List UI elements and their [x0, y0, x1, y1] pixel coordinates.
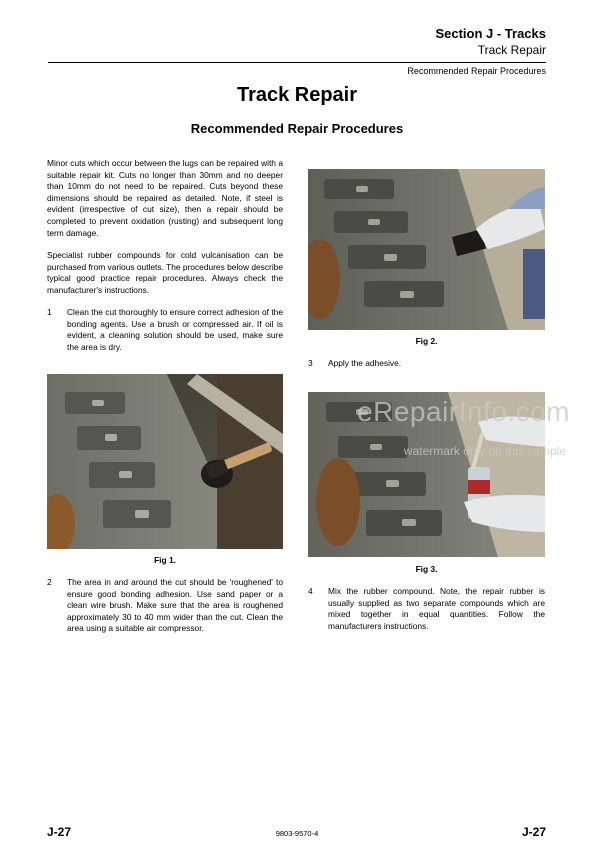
section-title: Section J - Tracks — [435, 26, 546, 41]
footer-page-left: J-27 — [47, 825, 72, 839]
track-sanding-photo — [308, 169, 545, 330]
step-1-text: Clean the cut thoroughly to ensure correct adhesion of the bonding agents. Use a brush or compressed air. If oil is evident, a cleaning solution should be used, make sure the area is dry. — [67, 307, 283, 352]
watermark-subtext: watermark only on this sample — [403, 444, 566, 458]
fig1-caption: Fig 1. — [154, 555, 176, 565]
step-4-text: Mix the rubber compound. Note, the repair rubber is usually supplied as two separate compounds which are mixed together in equal quantities. Follow the manufacturers instructions. — [328, 586, 545, 631]
step-4 — [308, 586, 545, 634]
page-title: Track Repair — [236, 84, 358, 106]
step-2 — [47, 577, 283, 637]
header-divider — [48, 62, 546, 63]
fig2-photo — [308, 169, 545, 330]
intro-paragraph-2: Specialist rubber compounds for cold vulcanisation can be purchased from various outlets. The procedures below describe typical good practice repair procedures. Always check the manufacturer's instructions. — [47, 250, 283, 295]
subsection-title: Track Repair — [477, 43, 546, 57]
step-2-number: 2 — [47, 577, 52, 587]
footer-page-right: J-27 — [521, 825, 546, 839]
fig2-caption: Fig 2. — [415, 336, 438, 346]
footer-doc-number: 9803-9570-4 — [275, 829, 319, 838]
fig1-photo — [47, 374, 283, 549]
page-subtitle: Recommended Repair Procedures — [190, 121, 404, 136]
step-2-text: The area in and around the cut should be 'roughened' to ensure good bonding adhesion. Use sand paper or a clean wire brush. Make sure that the area is roughened approximately 30 to 40 mm wider than the cut. Clean the area using a suitable air compressor. — [67, 577, 283, 634]
intro-paragraph-1: Minor cuts which occur between the lugs can be repaired with a suitable repair kit. Cuts no longer than 30mm and no deeper than 10mm do not need to be repaired. Cuts beyond these dimensions should be repaired as detailed. Note, if steel is evident (irrespective of cut size), then a repair should be completed to prevent oxidation (rusting) and subsequent long term damage. — [47, 158, 283, 238]
watermark-text: eRepairInfo.com — [357, 396, 570, 427]
step-4-number: 4 — [308, 586, 313, 596]
step-3-text: Apply the adhesive. — [328, 358, 402, 368]
step-3-number: 3 — [308, 358, 313, 368]
track-brush-photo — [47, 374, 283, 549]
step-1-number: 1 — [47, 307, 52, 317]
header-procedures-label: Recommended Repair Procedures — [407, 66, 546, 76]
step-3 — [308, 358, 545, 372]
step-1 — [47, 307, 283, 355]
fig3-caption: Fig 3. — [415, 564, 438, 574]
